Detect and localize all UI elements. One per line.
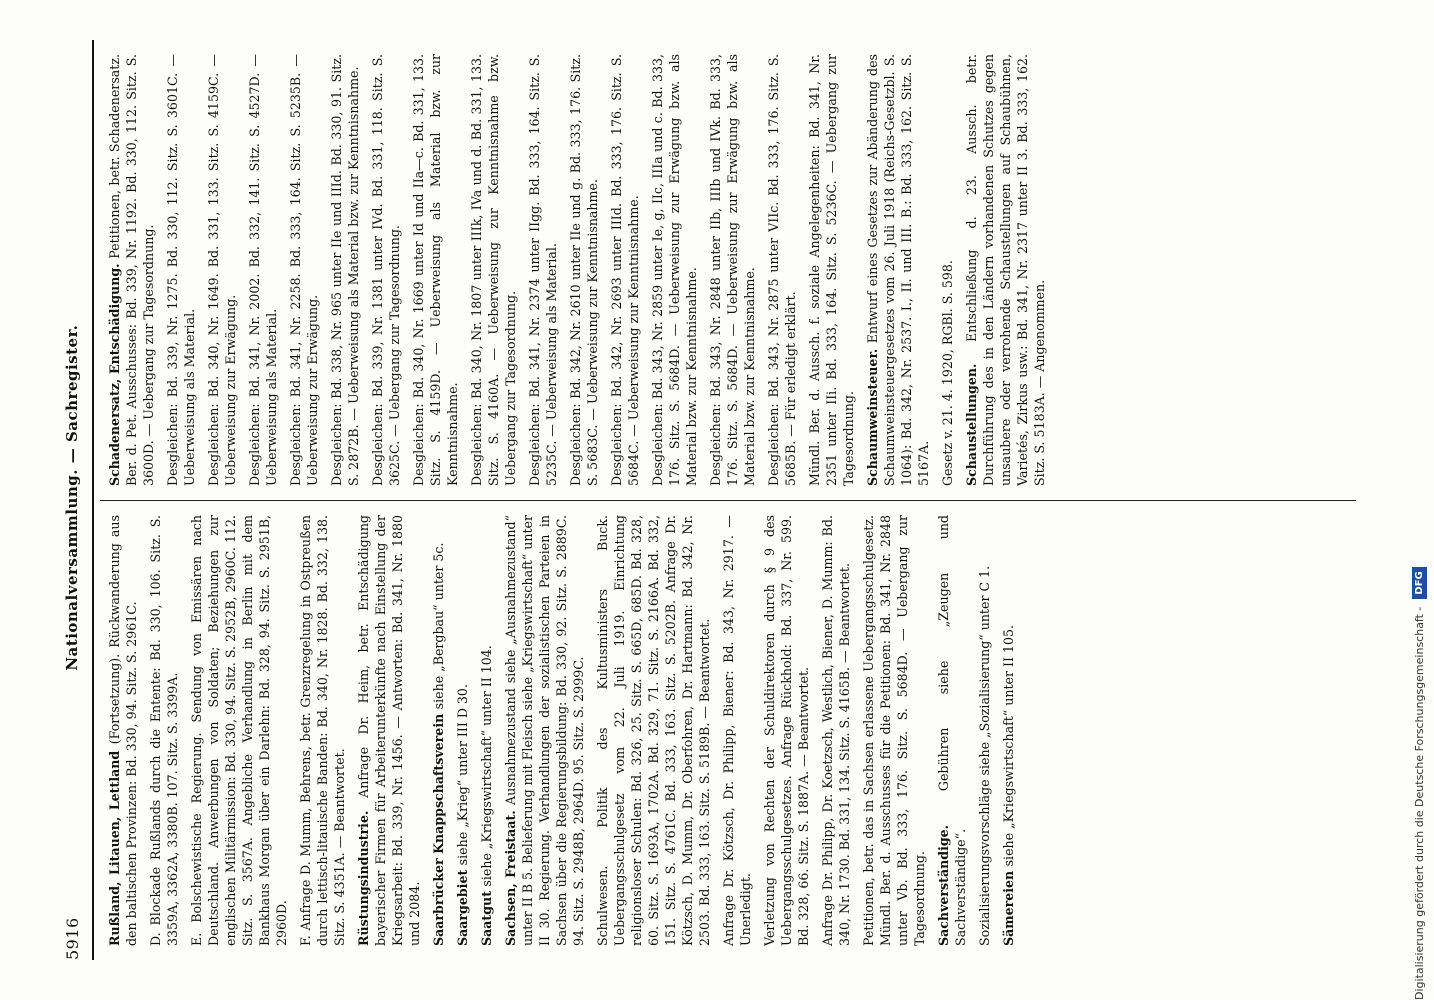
index-entry xyxy=(297,515,348,946)
index-entry xyxy=(106,54,157,486)
entry-text: Petitionen, betr. Schadenersatz. Ber. d. Pet. Ausschusses: Bd. 339, Nr. 1192. Bd. 330, 112. Sitz. S. 3600D. — Uebergang zur Tagesordnung. xyxy=(107,54,156,486)
entry-text: Gebühren siehe „Zeugen und Sachverständige“. xyxy=(936,515,968,946)
entry-headword: Rußland, Litauen, Lettland xyxy=(107,744,122,946)
entry-text: Desgleichen: Bd. 343, Nr. 2859 unter Ie, g, IIc, IIIa und c. Bd. 333, 176. Sitz. S. 5684D. — Ueberweisung zur Erwägung bzw. als Material bzw. zur Kenntnisnahme. xyxy=(650,54,699,486)
entry-text: F. Anfrage D. Mumm, Behrens, betr. Grenzregelung in Ostpreußen durch lettisch-litauische Banden: Bd. 340, Nr. 1828. Bd. 332, 138. Sitz. S. 4351A. — Beantwortet. xyxy=(298,515,347,946)
entry-text: siehe „Krieg“ unter III D 30. xyxy=(455,684,470,866)
entry-headword: Schadenersatz, Entschädigung. xyxy=(107,258,122,486)
index-entry xyxy=(188,515,290,946)
entry-text: Desgleichen: Bd. 343, Nr. 2875 unter VIIc. Bd. 333, 176. Sitz. S. 5685B. — Für erledigt erklärt. xyxy=(766,54,798,486)
entry-text: Desgleichen: Bd. 340, Nr. 1807 unter IIIk, IVa und d. Bd. 331, 133. Sitz. S. 4160A. — Ueberweisung zur Kenntnisnahme bzw. Uebergang zur Tagesordnung. xyxy=(469,54,518,486)
index-entry xyxy=(819,515,853,946)
entry-text: D. Blockade Rußlands durch die Entente: Bd. 330, 106. Sitz. S. 3359A, 3362A, 3380B. 107. Sitz. S. 3399A. xyxy=(148,515,180,946)
index-entry xyxy=(976,515,993,946)
entry-text: Desgleichen: Bd. 338, Nr. 965 unter IIe und IIId. Bd. 330, 91. Sitz. S. 2872B. — Ueberweisung als Material bzw. zur Kenntnisnahme. xyxy=(329,54,361,486)
entry-text: Desgleichen: Bd. 340, Nr. 1649. Bd. 331, 133. Sitz. S. 4159C. — Ueberweisung zur Erwägung. xyxy=(206,54,238,486)
running-header xyxy=(56,40,88,960)
index-entry xyxy=(205,54,239,486)
index-entry xyxy=(567,54,601,486)
index-entry xyxy=(355,515,423,946)
index-entry xyxy=(526,54,560,486)
index-entry xyxy=(720,515,754,946)
index-entry xyxy=(454,515,471,946)
index-entry xyxy=(246,54,280,486)
entry-text: Sozialisierungsvorschläge siehe „Sozialisierung“ unter C 1. xyxy=(977,565,992,946)
index-entry xyxy=(935,515,969,946)
index-entry xyxy=(864,54,932,486)
entry-headword: Rüstungsindustrie. xyxy=(356,797,371,946)
index-entry xyxy=(164,54,198,486)
entry-text: Entschließung d. 23. Aussch. betr. Durchführung des in den Ländern vorhandenen Schutzes gegen unsaubere oder verrohende Schaustellungen auf Schaubühnen, Varietés, Zirkus usw.: Bd. 341, Nr. 2317 unter II 3. Bd. 333, 162. Sitz. S. 5183A. — Angenommen. xyxy=(964,54,1047,486)
entry-text: Ausnahmezustand siehe „Ausnahmezustand“ unter II B 5. Belieferung mit Fleisch siehe „Kriegswirtschaft“ unter II 30. Regierung. Verhandlungen der sozialistischen Parteien in Sachsen über die Regierungsbildung: Bd. 330, 92. Sitz. S. 2889C. 94. Sitz. S. 2948B, 2964D. 95. Sitz. S. 2999C. xyxy=(503,514,586,946)
index-entry xyxy=(707,54,758,486)
index-columns xyxy=(100,40,1356,960)
entry-headword: Saatgut xyxy=(479,886,494,946)
dfg-logo: DFG xyxy=(1412,567,1427,598)
header-title: Nationalversammlung. — Sachregister. xyxy=(63,324,81,671)
index-entry xyxy=(468,54,519,486)
index-entry xyxy=(1000,515,1017,946)
index-entry xyxy=(147,515,181,946)
entry-headword: Saarbrücker Knappschaftsverein xyxy=(431,709,446,946)
entry-headword: Schaumweinsteuer. xyxy=(865,343,880,486)
entry-text: Desgleichen: Bd. 341, Nr. 2374 unter IIgg. Bd. 333, 164. Sitz. S. 5235C. — Ueberweisung als Material. xyxy=(527,54,559,486)
index-entry xyxy=(608,54,642,486)
entry-text: Desgleichen: Bd. 341, Nr. 2002. Bd. 332, 141. Sitz. S. 4527D. — Ueberweisung als Material. xyxy=(247,54,279,486)
entry-text: Desgleichen: Bd. 341, Nr. 2258. Bd. 333, 164. Sitz. S. 5235B. — Ueberweisung zur Erwägung. xyxy=(288,54,320,486)
right-column xyxy=(100,40,1356,500)
entry-text: Entwurf eines Gesetzes zur Abänderung des Schaumweinsteuergesetzes vom 26. Juli 1918 (Reichs-Gesetzbl. S. 1064): Bd. 342, Nr. 2537. I., II. und III. B.: Bd. 333, 162. Sitz. S. 5167A. xyxy=(865,54,931,486)
entry-headword: Schaustellungen. xyxy=(964,341,979,486)
index-entry xyxy=(502,515,587,946)
index-entry xyxy=(287,54,321,486)
entry-text: Schulwesen. Politik des Kultusministers Buck. Uebergangsschulgesetz vom 22. Juli 1919. Einrichtung religionsloser Schulen: Bd. 326, 25. Sitz. S. 665D, 685D. Bd. 328, 60. Sitz. S. 1693A, 1702A. Bd. 329, 71. Sitz. S. 2166A. Bd. 332, 151. Sitz. S. 4761C. Bd. 333, 163. Sitz. S. 5202B. Anfrage Dr. Kötzsch, D. Mumm, Dr. Oberfohren, Dr. Hartmann: Bd. 342, Nr. 2503. Bd. 333, 163. Sitz. S. 5189B. — Beantwortet. xyxy=(595,515,712,946)
header-rule xyxy=(92,40,94,960)
entry-text: siehe „Kriegswirtschaft“ unter II 104. xyxy=(479,645,494,887)
index-entry xyxy=(328,54,362,486)
entry-headword: Sachsen, Freistaat. xyxy=(503,804,518,946)
index-entry xyxy=(106,515,140,946)
entry-text: siehe „Bergbau“ unter 5c. xyxy=(431,542,446,710)
entry-headword: Saargebiet xyxy=(455,865,470,946)
entry-text: Desgleichen: Bd. 342, Nr. 2693 unter IIId. Bd. 333, 176. Sitz. S. 5684C. — Ueberweisung zur Kenntnisnahme. xyxy=(609,54,641,486)
entry-text: Desgleichen: Bd. 339, Nr. 1381 unter IVd. Bd. 331, 118. Sitz. S. 3625C. — Uebergang zur Tagesordnung. xyxy=(370,54,402,486)
index-entry xyxy=(478,515,495,946)
index-entry xyxy=(939,54,956,486)
index-entry xyxy=(963,54,1048,486)
entry-text: Desgleichen: Bd. 340, Nr. 1669 unter Id und IIa—c. Bd. 331, 133. Sitz. S. 4159D. — Ueberweisung als Material bzw. zur Kenntnisnahme. xyxy=(411,54,460,486)
index-entry xyxy=(860,515,928,946)
index-entry xyxy=(765,54,799,486)
entry-text: Verletzung von Rechten der Schuldirektoren durch § 9 des Uebergangsschulgesetzes. Anfrage Rückhold: Bd. 337, Nr. 599. Bd. 328, 66. Sitz. S. 1887A. — Beantwortet. xyxy=(762,515,811,946)
entry-text: Desgleichen: Bd. 339, Nr. 1275. Bd. 330, 112. Sitz. S. 3601C. — Ueberweisung als Material. xyxy=(165,54,197,486)
index-entry xyxy=(594,515,713,946)
entry-text: E. Bolschewistische Regierung. Sendung von Emissären nach Deutschland. Anwerbungen von Soldaten; Beziehungen zur englischen Militärmission: Bd. 330, 94. Sitz. S. 2952B, 2960C. 112. Sitz. S. 3567A. Angebliche Verhandlung in Berlin mit dem Bankhaus Morgan über ein Darlehn: Bd. 328, 94. Sitz. S. 2951B, 2960D. xyxy=(189,515,289,946)
digitization-note: Digitalisierung gefördert durch die Deutsche Forschungsgemeinschaft - xyxy=(1412,606,1426,1000)
index-entry xyxy=(369,54,403,486)
entry-text: Petitionen, betr. das in Sachsen erlassene Uebergangsschulgesetz. Mündl. Ber. d. Ausschusses für die Petitionen: Bd. 341, Nr. 2848 unter Vb. Bd. 333, 176. Sitz. S. 5684D. — Uebergang zur Tagesordnung. xyxy=(861,515,927,946)
entry-headword: Sachverständige. xyxy=(936,791,951,946)
index-entry xyxy=(806,54,857,486)
entry-text: Desgleichen: Bd. 342, Nr. 2610 unter IIe und g. Bd. 333, 176. Sitz. S. 5683C. — Ueberweisung zur Kenntnisnahme. xyxy=(568,54,600,486)
entry-text: Mündl. Ber. d. Aussch. f. soziale Angelegenheiten: Bd. 341, Nr. 2351 unter IIi. Bd. 333, 164. Sitz. S. 5236C. — Uebergang zur Tagesordnung. xyxy=(807,54,856,486)
entry-text: Anfrage Dr. Philipp, Dr. Koetzsch, Westlich, Biener, D. Mumm: Bd. 340, Nr. 1730. Bd. 331, 134. Sitz. S. 4165B. — Beantwortet. xyxy=(820,515,852,946)
entry-text: Gesetz v. 21. 4. 1920, RGBl. S. 598. xyxy=(940,260,955,486)
entry-headword: Sämereien xyxy=(1001,866,1016,946)
entry-text: siehe „Kriegswirtschaft“ unter II 105. xyxy=(1001,625,1016,867)
entry-text: Anfrage Dr. Kötzsch, Dr. Philipp, Biener: Bd. 343, Nr. 2917. — Unerledigt. xyxy=(721,515,753,946)
left-column xyxy=(100,500,1356,960)
index-entry xyxy=(761,515,812,946)
index-entry xyxy=(410,54,461,486)
index-entry xyxy=(649,54,700,486)
page-number: 5916 xyxy=(62,917,82,960)
index-entry xyxy=(430,515,447,946)
entry-text: Anfrage Dr. Heim, betr. Entschädigung bayerischer Firmen für Arbeiterunterkünfte nach Einstellung der Kriegsarbeit: Bd. 339, Nr. 1456. — Antworten: Bd. 341, Nr. 1880 und 2084. xyxy=(356,515,422,946)
digitization-footer xyxy=(1410,0,1428,1000)
entry-text: (Fortsetzung). Rückwanderung aus den baltischen Provinzen: Bd. 330, 94. Sitz. S. 2961C. xyxy=(107,515,139,946)
entry-text: Desgleichen: Bd. 343, Nr. 2848 unter IIb, IIIb und IVk. Bd. 333, 176. Sitz. S. 5684D. — Ueberweisung zur Erwägung bzw. als Material bzw. zur Kenntnisnahme. xyxy=(708,54,757,486)
